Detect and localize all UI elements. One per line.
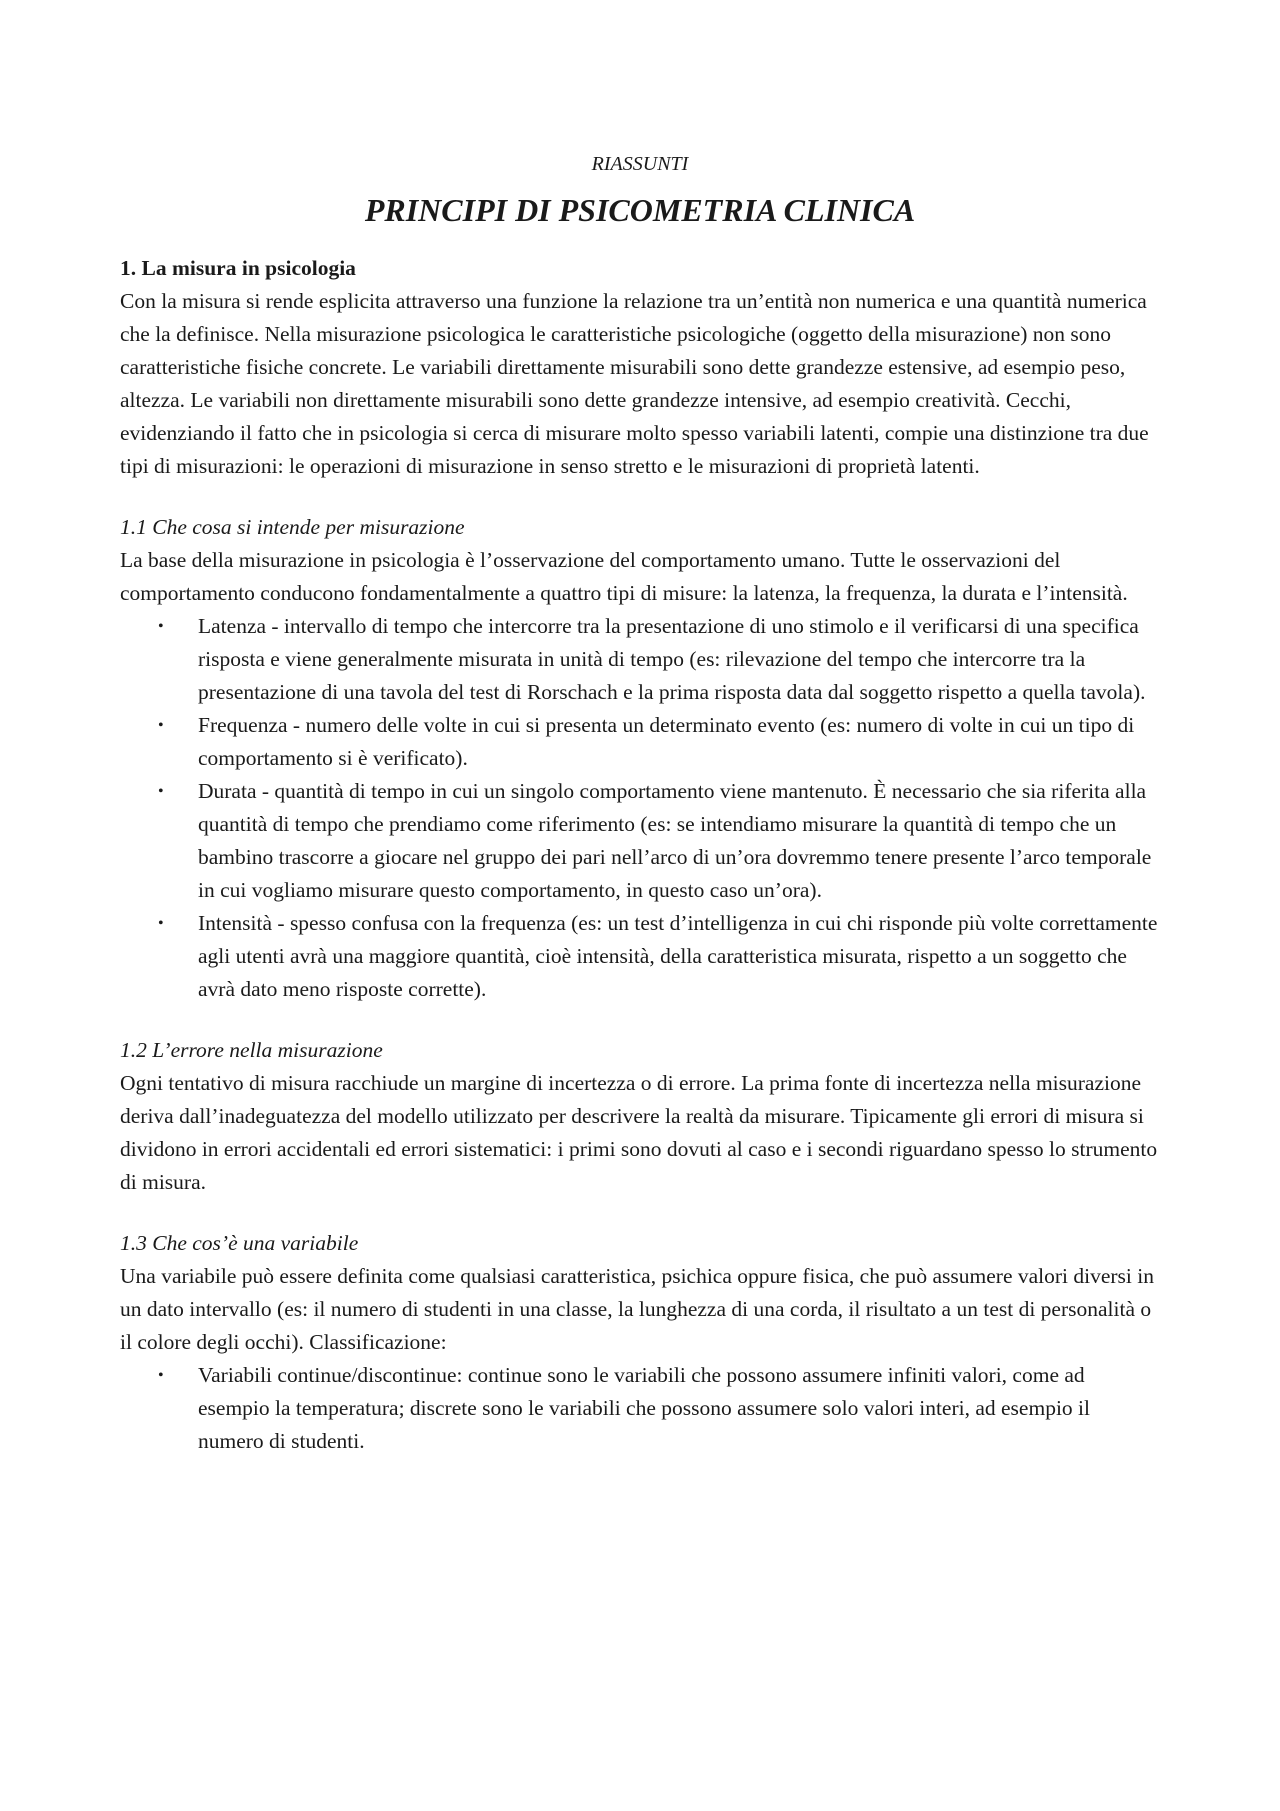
- subsection-heading: 1.1 Che cosa si intende per misurazione: [120, 515, 465, 539]
- subsection-heading: 1.3 Che cos’è una variabile: [120, 1231, 359, 1255]
- bullet-list: [120, 1359, 1160, 1458]
- section-1-3: [120, 1227, 1160, 1458]
- list-item-text: Latenza - intervallo di tempo che intercorre tra la presentazione di uno stimolo e il verificarsi di una specifica risposta e viene generalmente misurata in unità di tempo (es: rilevazione del tempo che intercorre tra la presentazione di una tavola del test di Rorschach e la prima risposta data dal soggetto rispetto a quella tavola).: [198, 614, 1146, 704]
- bullet-icon: •: [158, 783, 164, 800]
- list-item: [120, 907, 1160, 1006]
- list-item-text: Variabili continue/discontinue: continue sono le variabili che possono assumere infiniti valori, come ad esempio la temperatura; discrete sono le variabili che possono assumere solo valori interi, ad esempio il numero di studenti.: [198, 1363, 1090, 1453]
- subsection-heading: 1.2 L’errore nella misurazione: [120, 1038, 383, 1062]
- document-kicker: RIASSUNTI: [591, 153, 689, 175]
- bullet-list: [120, 610, 1160, 1006]
- section-paragraph: La base della misurazione in psicologia è l’osservazione del comportamento umano. Tutte le osservazioni del comportamento conducono fondamentalmente a quattro tipi di misure: la latenza, la frequenza, la durata e l’intensità.: [120, 548, 1128, 605]
- section-paragraph: Una variabile può essere definita come qualsiasi caratteristica, psichica oppure fisica, che può assumere valori diversi in un dato intervallo (es: il numero di studenti in una classe, la lunghezza di una corda, il risultato a un test di personalità o il colore degli occhi). Classificazione:: [120, 1264, 1154, 1354]
- list-item-text: Intensità - spesso confusa con la frequenza (es: un test d’intelligenza in cui chi risponde più volte correttamente agli utenti avrà una maggiore quantità, cioè intensità, della caratteristica misurata, rispetto a un soggetto che avrà dato meno risposte corrette).: [198, 911, 1158, 1001]
- document-title: PRINCIPI DI PSICOMETRIA CLINICA: [364, 192, 916, 228]
- list-item: [120, 709, 1160, 775]
- section-1-1: [120, 511, 1160, 1006]
- section-1-2: [120, 1034, 1160, 1199]
- section-paragraph: Ogni tentativo di misura racchiude un margine di incertezza o di errore. La prima fonte di incertezza nella misurazione deriva dall’inadeguatezza del modello utilizzato per descrivere la realtà da misurare. Tipicamente gli errori di misura si dividono in errori accidentali ed errori sistematici: i primi sono dovuti al caso e i secondi riguardano spesso lo strumento di misura.: [120, 1071, 1158, 1194]
- list-item-text: Durata - quantità di tempo in cui un singolo comportamento viene mantenuto. È necessario che sia riferita alla quantità di tempo che prendiamo come riferimento (es: se intendiamo misurare la quantità di tempo che un bambino trascorre a giocare nel gruppo dei pari nell’arco di un’ora dovremmo tenere presente l’arco temporale in cui vogliamo misurare questo comportamento, in questo caso un’ora).: [198, 779, 1152, 902]
- bullet-icon: •: [158, 915, 164, 932]
- bullet-icon: •: [158, 618, 164, 635]
- bullet-icon: •: [158, 1367, 164, 1384]
- bullet-icon: •: [158, 717, 164, 734]
- section-paragraph: Con la misura si rende esplicita attraverso una funzione la relazione tra un’entità non numerica e una quantità numerica che la definisce. Nella misurazione psicologica le caratteristiche psicologiche (oggetto della misurazione) non sono caratteristiche fisiche concrete. Le variabili direttamente misurabili sono dette grandezze estensive, ad esempio peso, altezza. Le variabili non direttamente misurabili sono dette grandezze intensive, ad esempio creatività. Cecchi, evidenziando il fatto che in psicologia si cerca di misurare molto spesso variabili latenti, compie una distinzione tra due tipi di misurazioni: le operazioni di misurazione in senso stretto e le misurazioni di proprietà latenti.: [120, 289, 1149, 478]
- list-item: [120, 1359, 1160, 1458]
- section-heading: 1. La misura in psicologia: [120, 256, 356, 280]
- list-item-text: Frequenza - numero delle volte in cui si presenta un determinato evento (es: numero di volte in cui un tipo di comportamento si è verificato).: [198, 713, 1135, 770]
- section-1: [120, 252, 1160, 483]
- list-item: [120, 775, 1160, 907]
- list-item: [120, 610, 1160, 709]
